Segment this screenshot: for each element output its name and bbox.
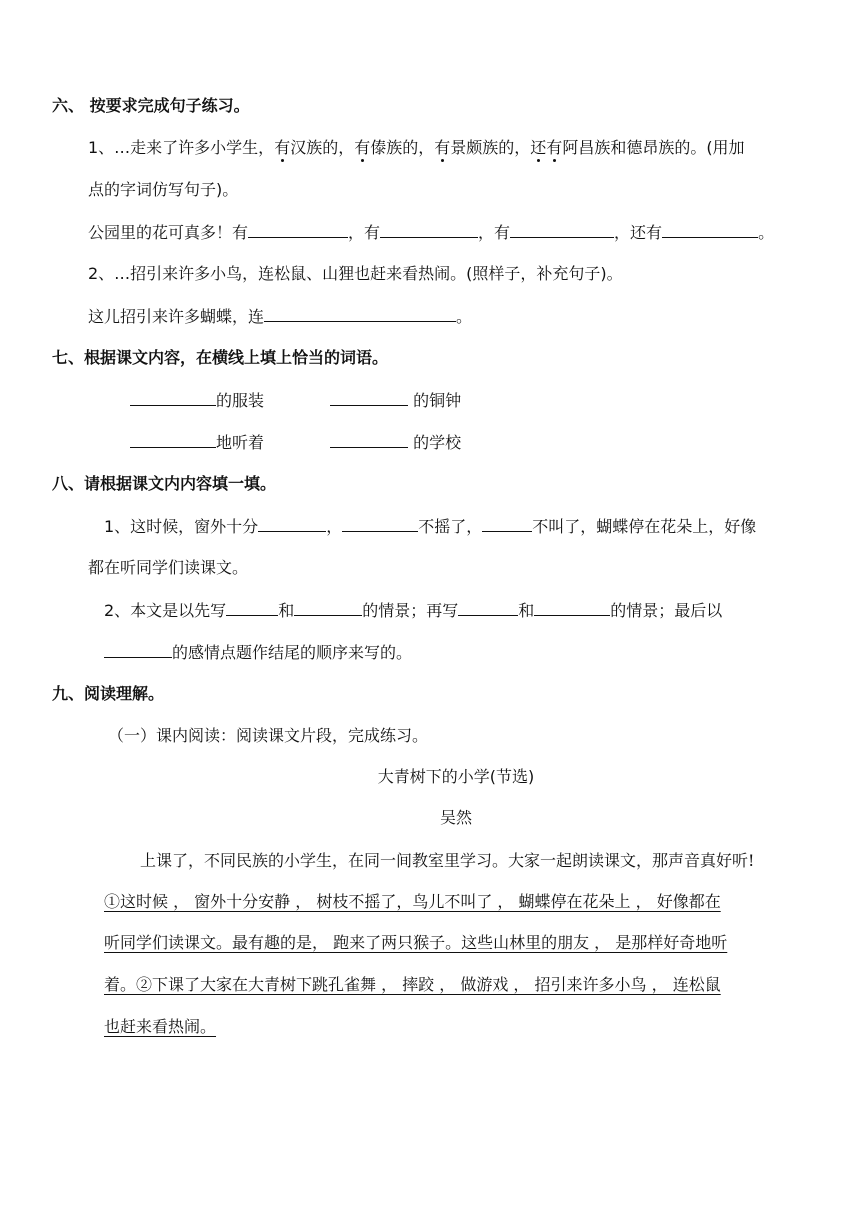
answer-blank[interactable] bbox=[104, 641, 172, 658]
answer-blank[interactable] bbox=[662, 221, 758, 238]
answer-blank[interactable] bbox=[458, 599, 518, 616]
s8-question-2: 2、本文是以先写 和 的情景；再写 和 的情景；最后以 bbox=[104, 601, 723, 620]
answer-blank[interactable] bbox=[264, 305, 456, 322]
s7-row-2: 地听着 bbox=[130, 431, 264, 454]
passage-line-5: 也赶来看热闹。 bbox=[104, 1017, 217, 1036]
s8-question-2-line2: 的感情点题作结尾的顺序来写的。 bbox=[104, 641, 412, 664]
s6-question-2: 2、…招引来许多小鸟，连松鼠、山狸也赶来看热闹。(照样子，补充句子)。 bbox=[88, 264, 623, 283]
passage-line-3: 听同学们读课文。最有趣的是， 跑来了两只猴子。这些山林里的朋友 ， 是那样好奇地听 bbox=[104, 933, 728, 952]
answer-blank[interactable] bbox=[248, 221, 348, 238]
s7-row-1b: 的铜钟 bbox=[330, 389, 461, 412]
answer-blank[interactable] bbox=[330, 431, 408, 448]
section-9-heading: 九、阅读理解。 bbox=[52, 684, 165, 703]
answer-blank[interactable] bbox=[226, 599, 278, 616]
answer-blank[interactable] bbox=[294, 599, 362, 616]
answer-blank[interactable] bbox=[130, 389, 216, 406]
passage-title: 大青树下的小学(节选) bbox=[377, 767, 535, 786]
answer-blank[interactable] bbox=[130, 431, 216, 448]
passage-line-2: ①这时候 ， 窗外十分安静 ， 树枝不摇了，鸟儿不叫了 ， 蝴蝶停在花朵上 ， 好像都在 bbox=[104, 892, 721, 911]
answer-blank[interactable] bbox=[342, 515, 418, 532]
answer-blank[interactable] bbox=[258, 515, 326, 532]
passage-line-4: 着。②下课了大家在大青树下跳孔雀舞 ， 摔跤 ， 做游戏 ， 招引来许多小鸟 ， 连松鼠 bbox=[104, 975, 721, 994]
s6-question-1-line2: 点的字词仿写句子)。 bbox=[88, 180, 239, 199]
answer-blank[interactable] bbox=[510, 221, 614, 238]
passage-author: 吴然 bbox=[439, 808, 472, 827]
answer-blank[interactable] bbox=[380, 221, 478, 238]
answer-blank[interactable] bbox=[330, 389, 408, 406]
s7-row-1: 的服装 bbox=[130, 389, 264, 412]
s8-question-1-line2: 都在听同学们读课文。 bbox=[88, 558, 249, 577]
answer-blank[interactable] bbox=[534, 599, 610, 616]
s6-exercise-2: 这儿招引来许多蝴蝶，连 。 bbox=[88, 307, 473, 326]
s6-question-1: 1、…走来了许多小学生，有汉族的，有傣族的，有景颇族的，还有阿昌族和德昂族的。(用加 bbox=[88, 138, 745, 157]
passage-line-1: 上课了，不同民族的小学生，在同一间教室里学习。大家一起朗读课文，那声音真好听! bbox=[140, 851, 755, 870]
s6-exercise-1: 公园里的花可真多！有 ，有 ，有 ，还有 。 bbox=[88, 223, 775, 242]
s9-subheading: （一）课内阅读：阅读课文片段，完成练习。 bbox=[108, 726, 429, 745]
s7-row-2b: 的学校 bbox=[330, 431, 461, 454]
s8-question-1: 1、这时候，窗外十分 ， 不摇了， 不叫了，蝴蝶停在花朵上，好像 bbox=[104, 517, 757, 536]
section-8-heading: 八、请根据课文内内容填一填。 bbox=[52, 474, 277, 493]
section-6-heading: 六、 按要求完成句子练习。 bbox=[52, 96, 250, 115]
section-7-heading: 七、根据课文内容，在横线上填上恰当的词语。 bbox=[52, 348, 389, 367]
answer-blank[interactable] bbox=[482, 515, 532, 532]
